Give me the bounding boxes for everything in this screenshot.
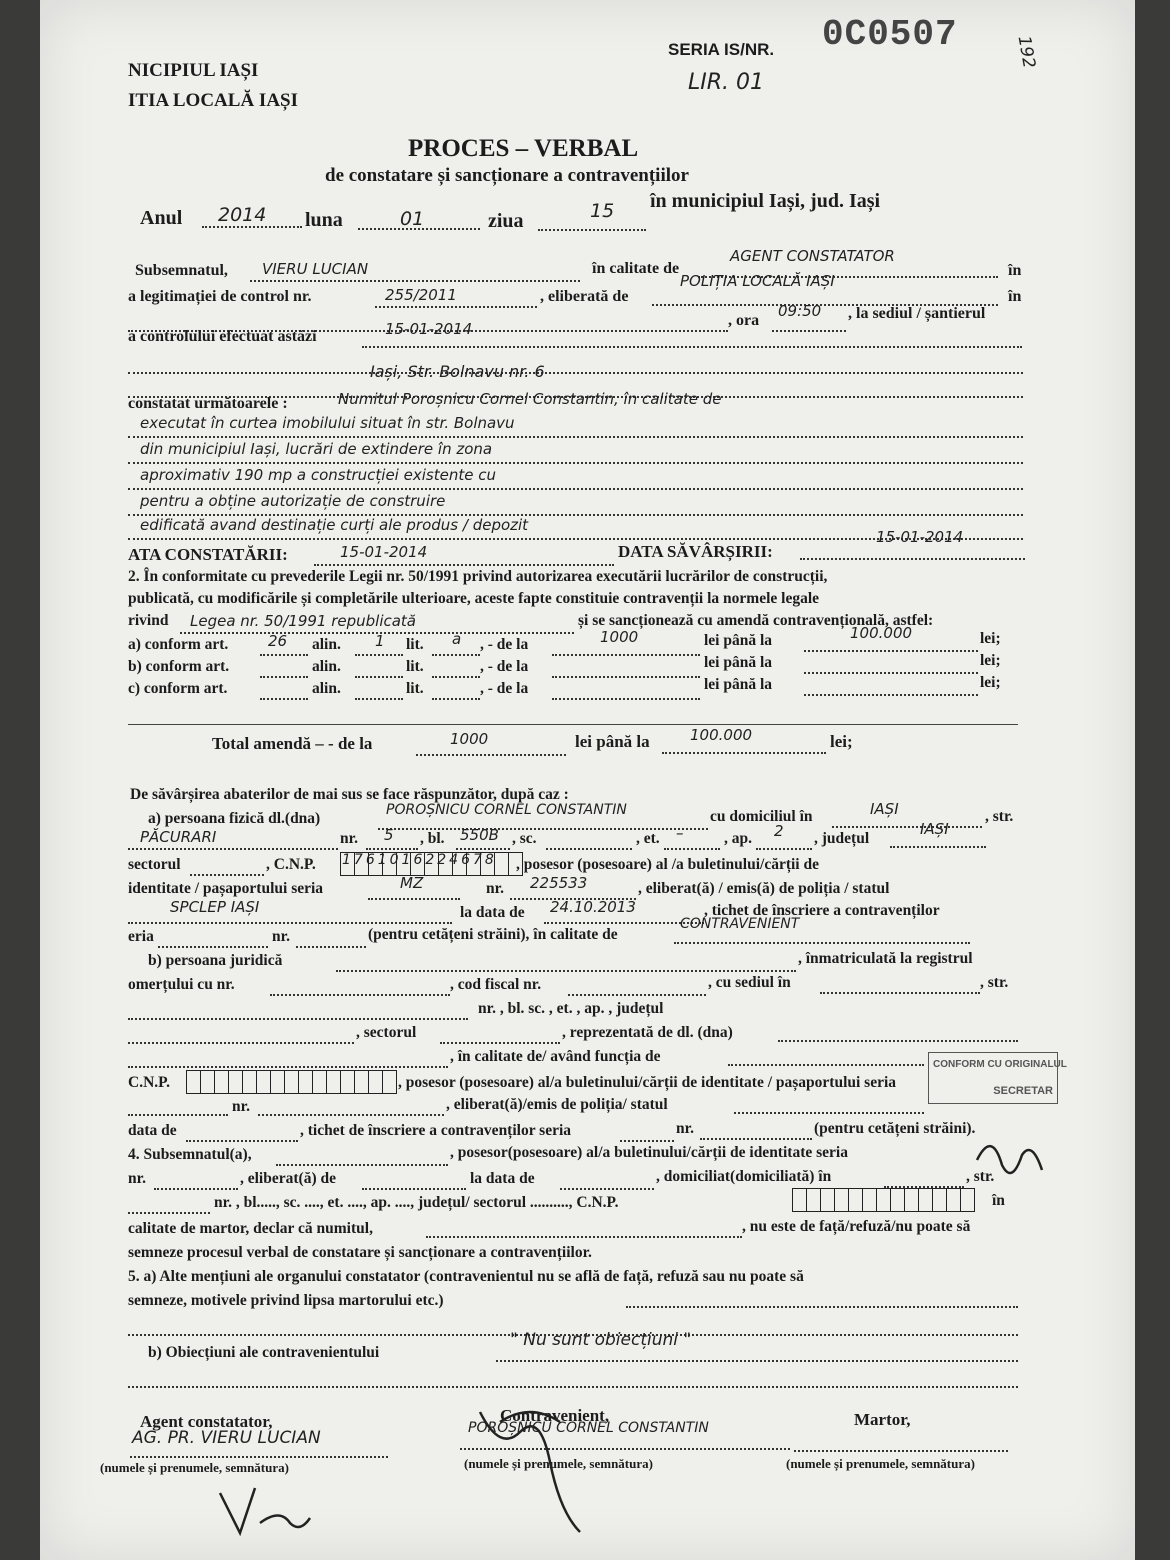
comertului-line	[270, 994, 450, 996]
street-line	[128, 848, 338, 850]
row-b-alin-label: alin.	[312, 658, 341, 675]
data-constatarii-line	[314, 564, 614, 566]
cu-sediul-label: , cu sediul în	[708, 974, 791, 991]
row-a-pana-line	[804, 650, 978, 652]
row-a-alin-line	[355, 654, 403, 656]
row-c-pana-label: lei până la	[704, 676, 773, 693]
constatat-line-3: din municipiul Iași, lucrări de extindere în zona	[140, 440, 493, 458]
legal-law: Legea nr. 50/1991 republicată	[190, 612, 417, 630]
cnp2-boxes	[186, 1070, 397, 1094]
row-a-art: 26	[268, 632, 288, 650]
seria-label: eria	[128, 928, 154, 945]
data-de-label: data de	[128, 1122, 177, 1139]
control-line	[362, 346, 1022, 348]
sc-line	[546, 848, 632, 850]
functia-pre-line	[128, 1066, 448, 1068]
et-line	[664, 848, 720, 850]
inmatriculata-label: , înmatriculată la registrul	[798, 950, 973, 967]
in-label-2: în	[1008, 288, 1022, 305]
row-c-lit-label: lit.	[406, 680, 424, 697]
ap-line	[756, 848, 812, 850]
row-a-alin-label: alin.	[312, 636, 341, 653]
row-a-de-line	[552, 654, 700, 656]
bl-line	[456, 848, 510, 850]
day-value: 15	[590, 200, 615, 222]
domiciliu-line	[832, 826, 982, 828]
row-b-lit-line	[432, 676, 480, 678]
martor-line-2b: , eliberat(ă) de	[240, 1170, 336, 1187]
serial-label: SERIA IS/NR.	[668, 40, 775, 59]
data-constatarii-value: 15-01-2014	[340, 543, 428, 561]
straini2-label: (pentru cetățeni străini).	[814, 1120, 976, 1137]
ora-line	[772, 330, 846, 332]
total-label: Total amendă – - de la	[212, 734, 373, 753]
legal-line-3-suffix: și se sancționează cu amendă contravențională, astfel:	[578, 612, 934, 629]
luna-label: luna	[305, 209, 343, 231]
row-a-de-label: , - de la	[480, 636, 529, 653]
calitate-label: în calitate de	[592, 260, 680, 277]
martor-line-2-nr-dots	[154, 1188, 238, 1190]
sectorul2-pre-line	[128, 1042, 354, 1044]
domiciliu-label: cu domiciliul în	[710, 808, 813, 825]
ora-label: , ora	[728, 312, 760, 329]
serial-handwritten: LIR. 01	[688, 70, 765, 95]
street-value: PĂCURARI	[140, 828, 217, 846]
mentiuni-line-2-dots	[626, 1306, 1018, 1308]
row-a-lit: a	[452, 630, 462, 648]
fizica-label: a) persoana fizică dl.(dna)	[148, 810, 321, 827]
reprezentata-label: , reprezentată de dl. (dna)	[562, 1024, 733, 1041]
calitate2-value: CONTRAVENIENT	[680, 916, 800, 932]
martor-line-3-dots	[128, 1212, 210, 1214]
martor-line-2d: , domiciliat(domiciliată) în	[656, 1168, 832, 1185]
sector-line	[190, 874, 264, 876]
ziua-label: ziua	[488, 210, 524, 232]
seria-line	[158, 946, 268, 948]
mentiuni-line-1: 5. a) Alte mențiuni ale organului constatator (contravenientul nu se află de față, refuză sau nu poate să	[128, 1268, 804, 1285]
la-data-label: la data de	[460, 904, 525, 921]
contravenient-caption: (numele și prenumele, semnătura)	[464, 1456, 653, 1471]
nr3-label: nr.	[272, 928, 290, 945]
obiectiuni-blank-line	[128, 1386, 1018, 1388]
cnp-label: , C.N.P.	[266, 856, 316, 873]
header-police: ITIA LOCALĂ IAȘI	[128, 90, 298, 111]
nr5-line	[700, 1138, 812, 1140]
str2-label: , str.	[980, 974, 1009, 991]
ap-value: 2	[774, 822, 784, 840]
agent-calitate: AGENT CONSTATATOR	[730, 247, 895, 265]
constatat-line-5: pentru a obține autorizație de construire	[140, 492, 446, 510]
martor-line-4b: , nu este de față/refuză/nu poate să	[742, 1218, 971, 1235]
row-b-pana-line	[804, 672, 978, 674]
document-title: PROCES – VERBAL	[408, 135, 639, 162]
nr-line	[366, 848, 418, 850]
constatat-address: Iași, Str. Bolnavu nr. 6	[370, 362, 545, 381]
nr-value: 5	[384, 826, 394, 844]
data-savarsirii-value: 15-01-2014	[876, 528, 964, 546]
location-label: în municipiul Iași, jud. Iași	[650, 190, 881, 212]
agent-name: VIERU LUCIAN	[262, 260, 369, 278]
martor-line-4-dots	[426, 1236, 742, 1238]
martor-sign-line	[794, 1450, 1008, 1452]
legitimatie-value: 255/2011	[385, 286, 457, 304]
martor-line-1-dots	[276, 1164, 448, 1166]
agent-caption: (numele și prenumele, semnătura)	[100, 1460, 289, 1475]
mentiuni-line-2: semneze, motivele privind lipsa martorului etc.)	[128, 1292, 444, 1309]
nr3-line	[296, 946, 366, 948]
nr4-label: nr.	[232, 1098, 250, 1115]
address-line: nr. , bl. sc. , et. , ap. , județul	[478, 1000, 664, 1017]
row-c-lei: lei;	[980, 674, 1001, 691]
eliberat-line	[128, 922, 452, 924]
cnp2-label: C.N.P.	[128, 1074, 171, 1091]
martor-line-2-data-dots	[560, 1188, 654, 1190]
functia-line	[728, 1064, 924, 1066]
calitate2-line	[674, 942, 970, 944]
bl-value: 550B	[460, 826, 499, 844]
constatat-line-4: aproximativ 190 mp a construcției existente cu	[140, 466, 496, 484]
row-a-pana-label: lei până la	[704, 632, 773, 649]
row-c-lit-line	[432, 698, 480, 700]
eliberat-label: , eliberat(ă) / emis(ă) de poliția / statul	[638, 880, 890, 897]
sediu-label: , la sediul / șantierul	[848, 305, 986, 322]
total-pana: 100.000	[690, 726, 753, 744]
month-value: 01	[400, 208, 425, 230]
total-pana-line	[662, 752, 826, 754]
blank-line-2	[128, 372, 1023, 374]
row-b-art-line	[260, 676, 308, 678]
total-de-line	[416, 754, 566, 756]
row-a-de: 1000	[600, 628, 639, 646]
row-b-prefix: b) conform art.	[128, 658, 230, 675]
domiciliu-value: IAȘI	[870, 800, 899, 818]
contravenient-label: Contravenient,	[500, 1406, 610, 1425]
la-data-value: 24.10.2013	[550, 898, 636, 916]
juridica-label: b) persoana juridică	[148, 952, 283, 969]
control-label: a controlului efectuat astăzi	[128, 328, 317, 345]
juridica-line	[336, 970, 796, 972]
judet-line	[890, 846, 986, 848]
eliberat2-line	[734, 1112, 924, 1114]
blank-line-5	[128, 462, 1023, 464]
martor-line-2a: nr.	[128, 1170, 146, 1187]
row-c-alin-label: alin.	[312, 680, 341, 697]
serial-number: 0C0507	[822, 14, 958, 55]
cu-sediul-line	[820, 992, 980, 994]
day-line	[538, 229, 646, 231]
stamp-line-2: SECRETAR	[993, 1085, 1053, 1097]
functia-label: , în calitate de/ având funcția de	[450, 1048, 661, 1065]
contravenient-signature-scribble	[460, 1392, 640, 1542]
subsemnatul-label: Subsemnatul,	[135, 262, 228, 279]
agent-signature-scribble	[210, 1478, 320, 1548]
nr-label: nr.	[340, 830, 358, 847]
constatat-line-6: edificată avand destinație curți ale produs / depozit	[140, 516, 529, 534]
posesor-label: , posesor (posesoare) al /a buletinului/cărții de	[516, 856, 819, 873]
stamp-line-1: CONFORM CU ORIGINALUL	[933, 1059, 1067, 1070]
data-de-line	[186, 1140, 298, 1142]
row-a-pana: 100.000	[850, 624, 913, 642]
contravenient-signature-name: POROȘNICU CORNEL CONSTANTIN	[468, 1420, 709, 1436]
legal-line-3-prefix: rivind	[128, 612, 169, 629]
row-a-art-line	[260, 654, 308, 656]
cod-fiscal-line	[568, 994, 706, 996]
martor-line-3-in: în	[992, 1192, 1005, 1209]
martor-line-4a: calitate de martor, declar că numitul,	[128, 1220, 373, 1237]
constatat-label: constatat următoarele :	[128, 395, 288, 412]
obiectiuni-line	[496, 1360, 1018, 1362]
tichet2-label: , tichet de înscriere a contravenților seria	[300, 1122, 572, 1139]
page-number: 192	[1013, 34, 1039, 70]
reprezentata-line	[778, 1040, 1018, 1042]
nr4-line	[258, 1114, 444, 1116]
obiectiuni-label: b) Obiecțiuni ale contravenientului	[148, 1344, 380, 1361]
row-a-alin: 1	[375, 632, 385, 650]
cod-fiscal-label: , cod fiscal nr.	[450, 976, 542, 993]
ap-label: , ap.	[724, 830, 752, 847]
cnp-value: 1761016224678	[342, 852, 497, 868]
ora-value: 09:50	[778, 302, 822, 320]
blank-line-4	[128, 436, 1023, 438]
martor-line-3: nr. , bl....., sc. ...., et. ...., ap. ...., județul/ sectorul .........., C.N.P.	[214, 1194, 619, 1211]
agent-name-line	[250, 280, 580, 282]
data-constatarii-label: ATA CONSTATĂRII:	[128, 545, 288, 564]
straini-label: (pentru cetățeni străini), în calitate de	[368, 926, 618, 943]
stamp-signature-scribble	[972, 1130, 1052, 1190]
street2-line	[128, 1018, 468, 1020]
row-c-de-line	[552, 698, 700, 700]
bl-label: , bl.	[420, 830, 445, 847]
data-savarsirii-line	[800, 558, 1025, 560]
row-c-alin-line	[355, 698, 403, 700]
row-c-prefix: c) conform art.	[128, 680, 228, 697]
et-value: –	[676, 824, 684, 842]
martor-line-5: semneze procesul verbal de constatare și sancționare a contravențiilor.	[128, 1244, 592, 1261]
year-value: 2014	[218, 204, 267, 226]
document-sheet	[40, 0, 1135, 1560]
row-b-alin-line	[355, 676, 403, 678]
row-a-prefix: a) conform art.	[128, 636, 229, 653]
row-a-lit-line	[432, 654, 480, 656]
sectorul2-line	[440, 1042, 560, 1044]
legitimatie-line	[375, 306, 537, 308]
total-lei: lei;	[830, 732, 853, 751]
row-b-de-line	[552, 676, 700, 678]
judet-value: IAȘI	[920, 820, 949, 838]
constatat-line-2: executat în curtea imobilului situat în str. Bolnavu	[140, 414, 515, 432]
tichet2-seria-line	[620, 1140, 674, 1142]
eliberata-value: POLIȚIA LOCALĂ IAȘI	[680, 272, 835, 290]
legitimatie-label: a legitimației de control nr.	[128, 288, 312, 305]
identitate-label: identitate / pașaportului seria	[128, 880, 324, 897]
comertului-label: omerțului cu nr.	[128, 976, 235, 993]
eliberat2-label: , eliberat(ă)/emis de poliția/ statul	[446, 1096, 668, 1113]
serie-line	[368, 898, 460, 900]
eliberat-value: SPCLEP IAȘI	[170, 898, 260, 916]
row-b-lei: lei;	[980, 652, 1001, 669]
data-savarsirii-label: DATA SĂVÂRȘIRII:	[618, 542, 773, 561]
martor-label: Martor,	[854, 1410, 911, 1429]
nr4-pre-line	[128, 1114, 228, 1116]
anul-label: Anul	[140, 207, 183, 229]
obiectiuni-value: " Nu sunt obiecțiuni "	[510, 1330, 692, 1350]
row-a-lei: lei;	[980, 630, 1001, 647]
control-date: 15-01-2014	[385, 320, 473, 338]
agent-sign-line	[130, 1456, 388, 1458]
martor-line-1a: 4. Subsemnatul(a),	[128, 1146, 252, 1163]
legal-line-2: publicată, cu modificările și completările ulterioare, aceste fapte constituie contravenții la normele legale	[128, 590, 820, 607]
nr2-value: 225533	[530, 874, 588, 892]
row-b-de-label: , - de la	[480, 658, 529, 675]
document-subtitle: de constatare și sancționare a contravențiilor	[325, 165, 689, 186]
agent-label: Agent constatator,	[140, 1412, 273, 1431]
nr2-label: nr.	[486, 880, 504, 897]
row-b-pana-label: lei până la	[704, 654, 773, 671]
sc-label: , sc.	[512, 830, 537, 847]
blank-line-6	[128, 488, 1023, 490]
legal-line-1: 2. În conformitate cu prevederile Legii nr. 50/1991 privind autorizarea executării lucrărilor de construcții,	[128, 568, 828, 585]
persoana-intro: De săvârșirea abaterilor de mai sus se face răspunzător, după caz :	[130, 786, 569, 803]
row-b-lit-label: lit.	[406, 658, 424, 675]
martor-line-1b: , posesor(posesoare) al/a buletinului/cărții de identitate seria	[450, 1144, 848, 1161]
str-label: , str.	[985, 808, 1014, 825]
row-c-art-line	[260, 698, 308, 700]
fizica-name: POROȘNICU CORNEL CONSTANTIN	[386, 802, 627, 818]
martor-cnp-boxes	[792, 1188, 975, 1212]
et-label: , et.	[636, 830, 660, 847]
martor-caption: (numele și prenumele, semnătura)	[786, 1456, 975, 1471]
year-line	[202, 226, 302, 228]
conform-stamp	[928, 1052, 1067, 1104]
total-separator	[128, 724, 1018, 725]
martor-line-2-elib-dots	[362, 1188, 466, 1190]
tichet-label: , tichet de înscriere a contravenților	[704, 902, 940, 919]
total-pana-label: lei până la	[575, 732, 650, 751]
row-c-de-label: , - de la	[480, 680, 529, 697]
constatat-line-1: Numitul Poroșnicu Cornel Constantin, în calitate de	[338, 390, 722, 408]
row-a-lit-label: lit.	[406, 636, 424, 653]
martor-line-2e: , str.	[966, 1168, 995, 1185]
agent-signature-name: AG. PR. VIERU LUCIAN	[132, 1428, 321, 1448]
judet-label: , județul	[814, 830, 870, 847]
sectorul2-label: , sectorul	[356, 1024, 417, 1041]
martor-line-2c: la data de	[470, 1170, 535, 1187]
posesor2-label: , posesor (posesoare) al/a buletinului/cărții de identitate / pașaportului seria	[398, 1074, 897, 1091]
serie-value: MZ	[400, 874, 424, 892]
in-label: în	[1008, 262, 1022, 279]
header-municipality: NICIPIUL IAȘI	[128, 60, 259, 81]
total-de: 1000	[450, 730, 489, 748]
eliberata-label: , eliberată de	[540, 288, 629, 305]
nr5-label: nr.	[676, 1120, 694, 1137]
row-c-pana-line	[804, 694, 978, 696]
sector-label: sectorul	[128, 856, 181, 873]
